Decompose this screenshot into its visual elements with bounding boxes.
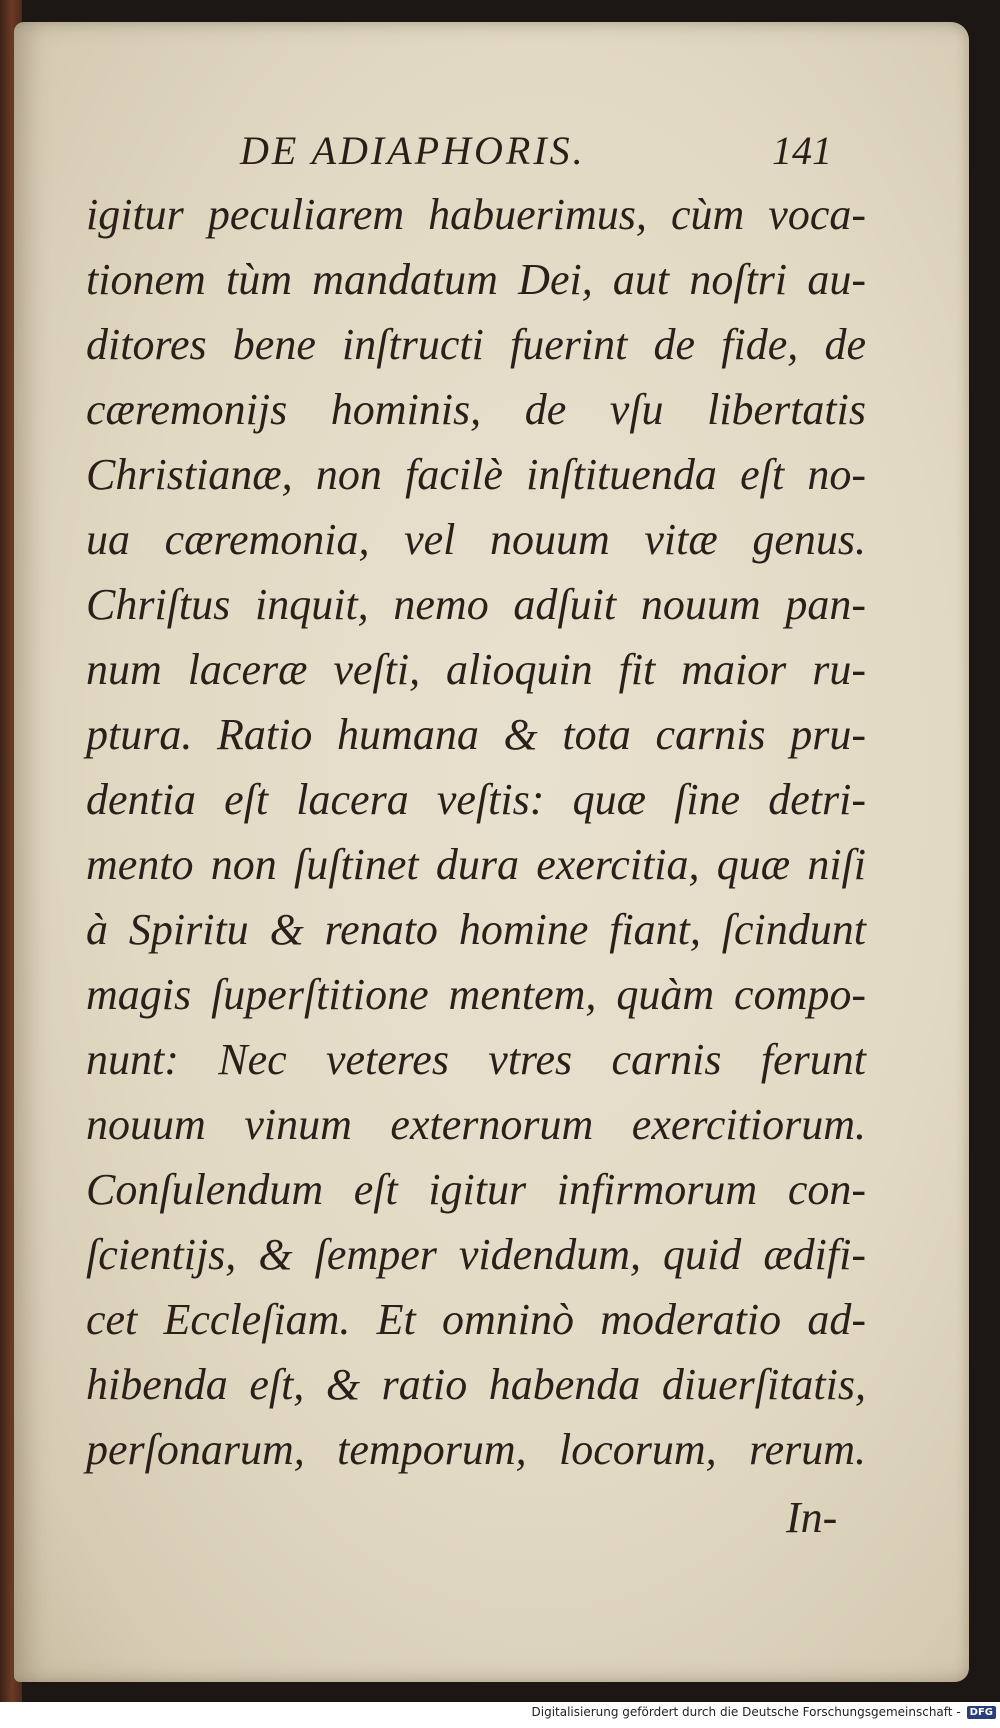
text-line: cet Eccleſiam. Et omninò moderatio ad-	[86, 1295, 866, 1344]
text-line: igitur peculiarem habuerimus, cùm voca-	[86, 190, 866, 239]
text-line: perſonarum, temporum, locorum, rerum.	[86, 1425, 866, 1474]
dfg-logo-icon: DFG	[967, 1706, 996, 1719]
text-line: Chriſtus inquit, nemo adſuit nouum pan-	[86, 580, 866, 629]
text-line: ſcientijs, & ſemper videndum, quid ædifi-	[86, 1230, 866, 1279]
digitization-credit	[532, 1702, 997, 1722]
text-line: num laceræ veſti, alioquin fit maior ru-	[86, 645, 866, 694]
book-page	[14, 22, 969, 1682]
text-line: hibenda eſt, & ratio habenda diuerſitatis,	[86, 1360, 866, 1409]
text-line: ua cæremonia, vel nouum vitæ genus.	[86, 515, 866, 564]
text-line: nunt: Nec veteres vtres carnis ferunt	[86, 1035, 866, 1084]
text-line: mento non ſuſtinet dura exercitia, quæ niſi	[86, 840, 866, 889]
page-header	[14, 127, 969, 177]
text-line: ditores bene inſtructi fuerint de fide, de	[86, 320, 866, 369]
credit-text: Digitalisierung gefördert durch die Deutsche Forschungsgemeinschaft -	[531, 1705, 961, 1719]
text-line: ptura. Ratio humana & tota carnis pru-	[86, 710, 866, 759]
running-head: DE ADIAPHORIS.	[240, 128, 586, 173]
text-line: cæremonijs hominis, de vſu libertatis	[86, 385, 866, 434]
text-line: nouum vinum externorum exercitiorum.	[86, 1100, 866, 1149]
text-line: magis ſuperſtitione mentem, quàm compo-	[86, 970, 866, 1019]
catchword: In-	[786, 1493, 838, 1542]
body-text	[14, 182, 969, 1542]
text-line: Conſulendum eſt igitur infirmorum con-	[86, 1165, 866, 1214]
page-number: 141	[772, 128, 832, 173]
text-line: dentia eſt lacera veſtis: quæ ſine detri-	[86, 775, 866, 824]
text-line: Christianæ, non facilè inſtituenda eſt no-	[86, 450, 866, 499]
text-line: tionem tùm mandatum Dei, aut noſtri au-	[86, 255, 866, 304]
text-line: à Spiritu & renato homine fiant, ſcindunt	[86, 905, 866, 954]
